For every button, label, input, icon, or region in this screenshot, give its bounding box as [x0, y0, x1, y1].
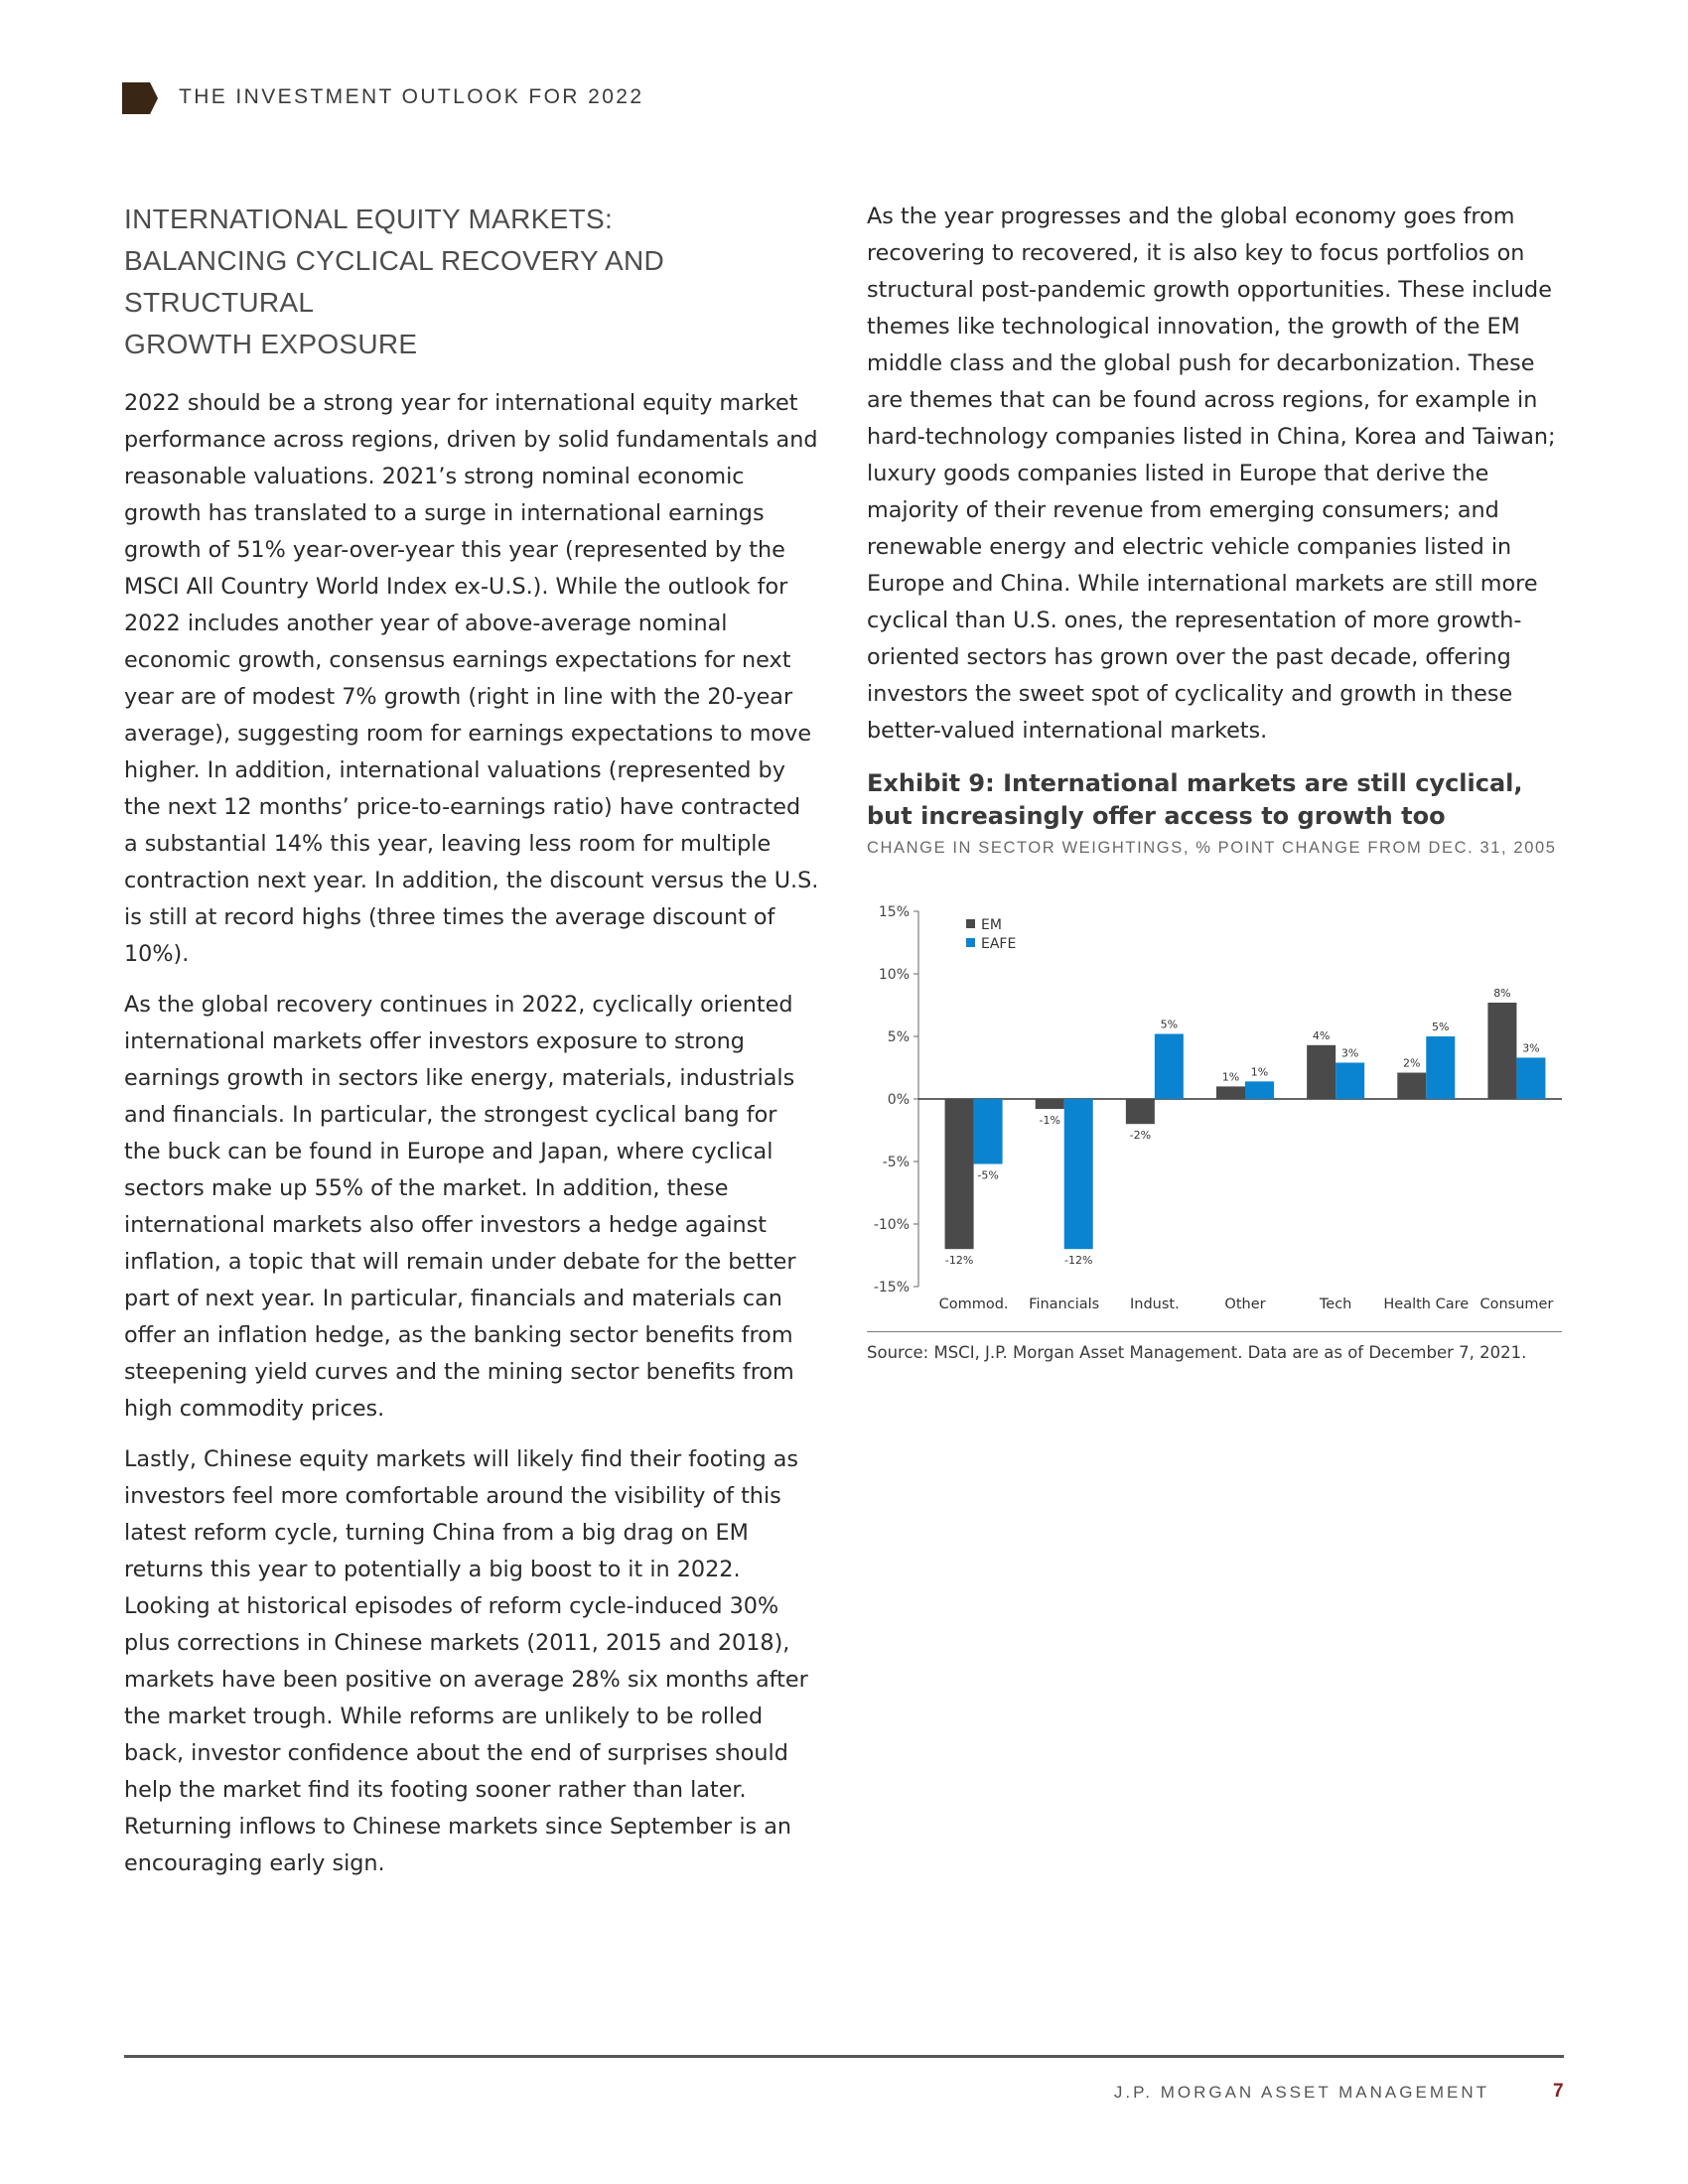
bar-em: [1126, 1099, 1155, 1124]
y-tick-label: 5%: [887, 1029, 910, 1045]
data-label: 1%: [1250, 1065, 1269, 1079]
exhibit-title: Exhibit 9: International markets are still cyclical, but increasingly offer access to growth too: [867, 769, 1523, 830]
footer-rule: [124, 2055, 1564, 2058]
data-label: 2%: [1403, 1056, 1421, 1070]
section-title-line: GROWTH EXPOSURE: [124, 329, 418, 359]
bar-em: [1216, 1086, 1245, 1099]
data-label: -1%: [1039, 1114, 1060, 1128]
header-arrow-mark: [122, 82, 158, 114]
category-label: Financials: [1029, 1297, 1100, 1312]
bar-em: [1397, 1073, 1426, 1099]
category-label: Indust.: [1129, 1297, 1180, 1312]
category-label: Consumer: [1479, 1297, 1554, 1312]
right-column: [867, 199, 1562, 858]
section-title-line: BALANCING CYCLICAL RECOVERY AND STRUCTURAL: [124, 245, 665, 318]
category-label: Other: [1224, 1297, 1266, 1312]
bar-em: [1487, 1003, 1516, 1099]
bar-eafe: [1155, 1033, 1184, 1099]
data-label: 3%: [1340, 1046, 1359, 1060]
data-label: 8%: [1493, 986, 1511, 1000]
legend-label: EM: [981, 917, 1002, 933]
sector-weightings-bar-chart: [867, 891, 1562, 1333]
y-tick-label: -15%: [873, 1280, 910, 1296]
bar-eafe: [1064, 1099, 1093, 1249]
bar-em: [1036, 1099, 1064, 1109]
body-paragraph: 2022 should be a strong year for international equity market performance across regions, driven by solid fundamentals and reasonable valuations. 2021’s strong nominal economic growth has translated to a surge in international earnings growth of 51% year-over-year this year (represented by the MSCI All Country World Index ex-U.S.). While the outlook for 2022 includes another year of above-average nominal economic growth, consensus earnings expectations for next year are of modest 7% growth (right in line with the 20-year average), suggesting room for earnings expectations to move higher. In addition, international valuations (represented by the next 12 months’ price-to-earnings ratio) have contracted a substantial 14% this year, leaving less room for multiple contraction next year. In addition, the discount versus the U.S. is still at record highs (three times the average discount of 10%).: [124, 390, 819, 967]
chart-source-note: Source: MSCI, J.P. Morgan Asset Management. Data are as of December 7, 2021.: [867, 1343, 1527, 1362]
y-tick-label: 15%: [878, 904, 910, 920]
bar-eafe: [1516, 1057, 1545, 1099]
bar-eafe: [1336, 1062, 1364, 1099]
legend-swatch: [966, 938, 975, 947]
category-label: Health Care: [1383, 1297, 1470, 1312]
data-label: -12%: [944, 1254, 974, 1268]
data-label: -5%: [977, 1168, 999, 1182]
y-tick-label: -10%: [873, 1217, 910, 1233]
section-title: [124, 199, 819, 365]
bar-em: [1307, 1045, 1336, 1099]
data-label: 5%: [1432, 1021, 1450, 1033]
section-title-line: INTERNATIONAL EQUITY MARKETS:: [124, 204, 614, 234]
y-tick-label: -5%: [882, 1155, 910, 1170]
y-tick-label: 10%: [878, 967, 910, 983]
data-label: -12%: [1064, 1254, 1093, 1268]
category-label: Tech: [1319, 1297, 1352, 1312]
exhibit-subtitle: CHANGE IN SECTOR WEIGHTINGS, % POINT CHANGE FROM DEC. 31, 2005: [867, 839, 1557, 857]
bar-em: [945, 1099, 974, 1249]
left-column: [124, 199, 819, 1896]
data-label: -2%: [1129, 1129, 1152, 1143]
data-label: 5%: [1160, 1018, 1179, 1031]
body-paragraph: Lastly, Chinese equity markets will likely find their footing as investors feel more comfortable around the visibility of this latest reform cycle, turning China from a big drag on EM returns this year to potentially a big boost to it in 2022. Looking at historical episodes of reform cycle-induced 30% plus corrections in Chinese markets (2011, 2015 and 2018), markets have been positive on average 28% six months after the market trough. While reforms are unlikely to be rolled back, investor confidence about the end of surprises should help the market find its footing sooner rather than later. Returning inflows to Chinese markets since September is an encouraging early sign.: [124, 1446, 808, 1876]
body-paragraph: As the year progresses and the global economy goes from recovering to recovered, it is also key to focus portfolios on structural post-pandemic growth opportunities. These include themes like technological innovation, the growth of the EM middle class and the global push for decarbonization. These are themes that can be found across regions, for example in hard-technology companies listed in China, Korea and Taiwan; luxury goods companies listed in Europe that derive the majority of their revenue from emerging consumers; and renewable energy and electric vehicle companies listed in Europe and China. While international markets are still more cyclical than U.S. ones, the representation of more growth-oriented sectors has grown over the past decade, offering investors the sweet spot of cyclicality and growth in these better-valued international markets.: [867, 204, 1556, 744]
category-label: Commod.: [938, 1297, 1009, 1312]
page-number: 7: [1553, 2081, 1564, 2102]
bar-eafe: [974, 1099, 1003, 1164]
y-tick-label: 0%: [887, 1092, 910, 1108]
data-label: 4%: [1312, 1028, 1331, 1042]
data-label: 3%: [1522, 1041, 1540, 1055]
chart-bottom-rule: [867, 1331, 1562, 1332]
legend-swatch: [966, 919, 975, 928]
footer-company-name: J.P. MORGAN ASSET MANAGEMENT: [1113, 2083, 1489, 2102]
data-label: 1%: [1221, 1070, 1240, 1084]
body-paragraph: As the global recovery continues in 2022, cyclically oriented international markets offer investors exposure to strong earnings growth in sectors like energy, materials, industrials and financials. In particular, the strongest cyclical bang for the buck can be found in Europe and Japan, where cyclical sectors make up 55% of the market. In addition, these international markets also offer investors a hedge against inflation, a topic that will remain under debate for the better part of next year. In particular, financials and materials can offer an inflation hedge, as the banking sector benefits from steepening yield curves and the mining sector benefits from high commodity prices.: [124, 992, 796, 1422]
bar-eafe: [1245, 1081, 1274, 1099]
bar-eafe: [1426, 1036, 1455, 1099]
document-header-title: THE INVESTMENT OUTLOOK FOR 2022: [179, 85, 644, 108]
legend-label: EAFE: [981, 936, 1017, 952]
